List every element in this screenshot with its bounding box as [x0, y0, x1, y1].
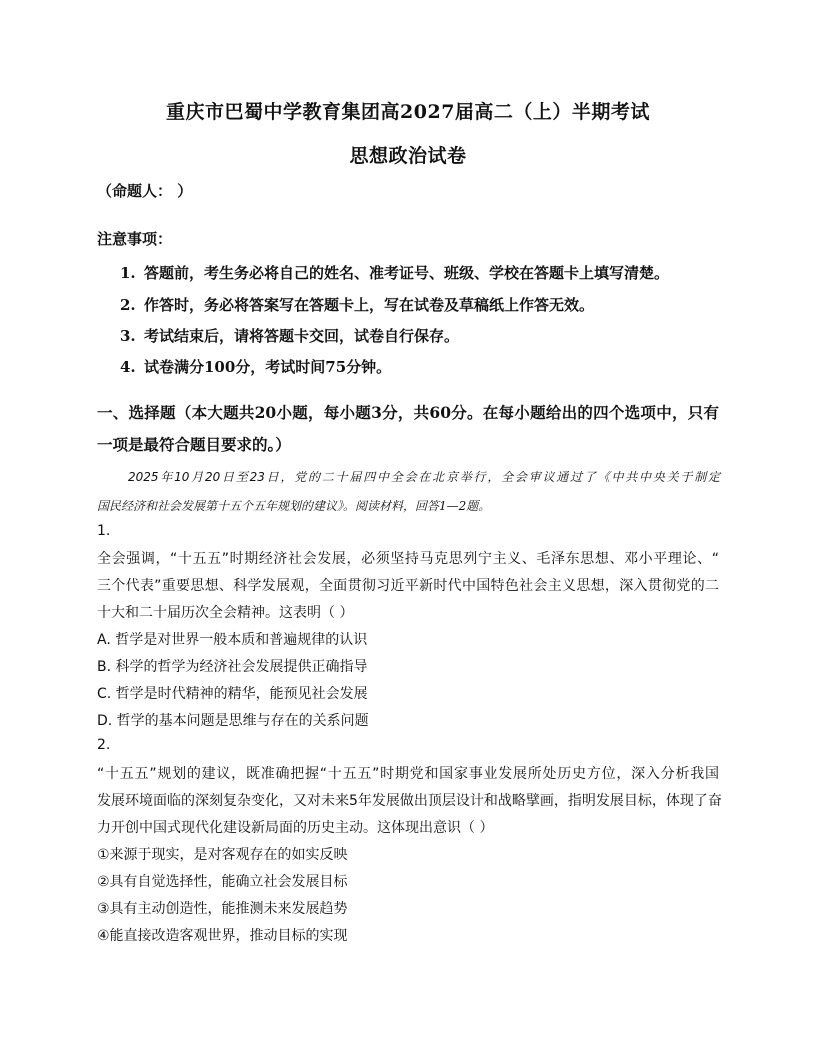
- exam-subtitle: 思想政治试卷: [349, 145, 467, 167]
- notice-item-text: 答题前，考生务必将自己的姓名、准考证号、班级、学校在答题卡上填写清楚。: [144, 264, 670, 282]
- notice-heading: 注意事项：: [97, 230, 173, 248]
- option-3: ③具有主动创造性，能推测未来发展趋势: [97, 901, 348, 917]
- notice-item-text: 考试结束后，请将答题卡交回，试卷自行保存。: [144, 327, 460, 345]
- option-1: ①来源于现实，是对客观存在的如实反映: [97, 847, 348, 863]
- notice-item-text: 试卷满分100分，考试时间75分钟。: [144, 358, 392, 376]
- notice-item-number: 3.: [120, 327, 136, 345]
- notice-item: [120, 325, 459, 346]
- notice-item: [120, 294, 594, 315]
- section-heading: 一、选择题（本大题共20小题，每小题3分，共60分。在每小题给出的四个选项中，只有: [97, 403, 719, 422]
- option-4: ④能直接改造客观世界，推动目标的实现: [97, 928, 348, 944]
- notice-item: [120, 356, 391, 377]
- question-number: 2.: [97, 737, 111, 753]
- notice-item-number: 2.: [120, 296, 136, 314]
- question-stem: 十大和二十届历次全会精神。这表明（ ）: [97, 605, 354, 621]
- option-b: B. 科学的哲学为经济社会发展提供正确指导: [97, 659, 368, 675]
- option-2: ②具有自觉选择性，能确立社会发展目标: [97, 874, 348, 890]
- notice-item-text: 作答时，务必将答案写在答题卡上，写在试卷及草稿纸上作答无效。: [144, 296, 595, 314]
- notice-item: [120, 262, 669, 283]
- question-stem: 力开创中国式现代化建设新局面的历史主动。这体现出意识（ ）: [97, 820, 494, 836]
- material-text-cont: 国民经济和社会发展第十五个五年规划的建议》。阅读材料，回答1—2题。: [97, 499, 491, 513]
- question-stem: 全会强调，“十五五”时期经济社会发展，必须坚持马克思列宁主义、毛泽东思想、邓小平理论、“: [97, 551, 719, 567]
- option-c: C. 哲学是时代精神的精华，能预见社会发展: [97, 686, 368, 702]
- question-stem: “十五五”规划的建议，既准确把握“十五五”时期党和国家事业发展所处历史方位，深入分析我国: [97, 766, 719, 782]
- option-a: A. 哲学是对世界一般本质和普遍规律的认识: [97, 632, 368, 648]
- question-stem: 三个代表”重要思想、科学发展观，全面贯彻习近平新时代中国特色社会主义思想，深入贯彻党的二: [97, 578, 719, 594]
- question-stem: 发展环境面临的深刻复杂变化，又对未来5年发展做出顶层设计和战略擘画，指明发展目标，体现了奋: [97, 793, 722, 809]
- question-number: 1.: [97, 523, 111, 539]
- notice-item-number: 4.: [120, 358, 136, 376]
- exam-title: 重庆市巴蜀中学教育集团高2027届高二（上）半期考试: [166, 101, 650, 123]
- section-heading-cont: 一项是最符合题目要求的。）: [97, 435, 291, 454]
- option-d: D. 哲学的基本问题是思维与存在的关系问题: [97, 713, 369, 729]
- author-line: （命题人： ）: [97, 182, 193, 200]
- notice-item-number: 1.: [120, 264, 136, 282]
- material-text: 2025年10月20日至23日，党的二十届四中全会在北京举行，全会审议通过了《中共中央关于制定: [128, 470, 720, 484]
